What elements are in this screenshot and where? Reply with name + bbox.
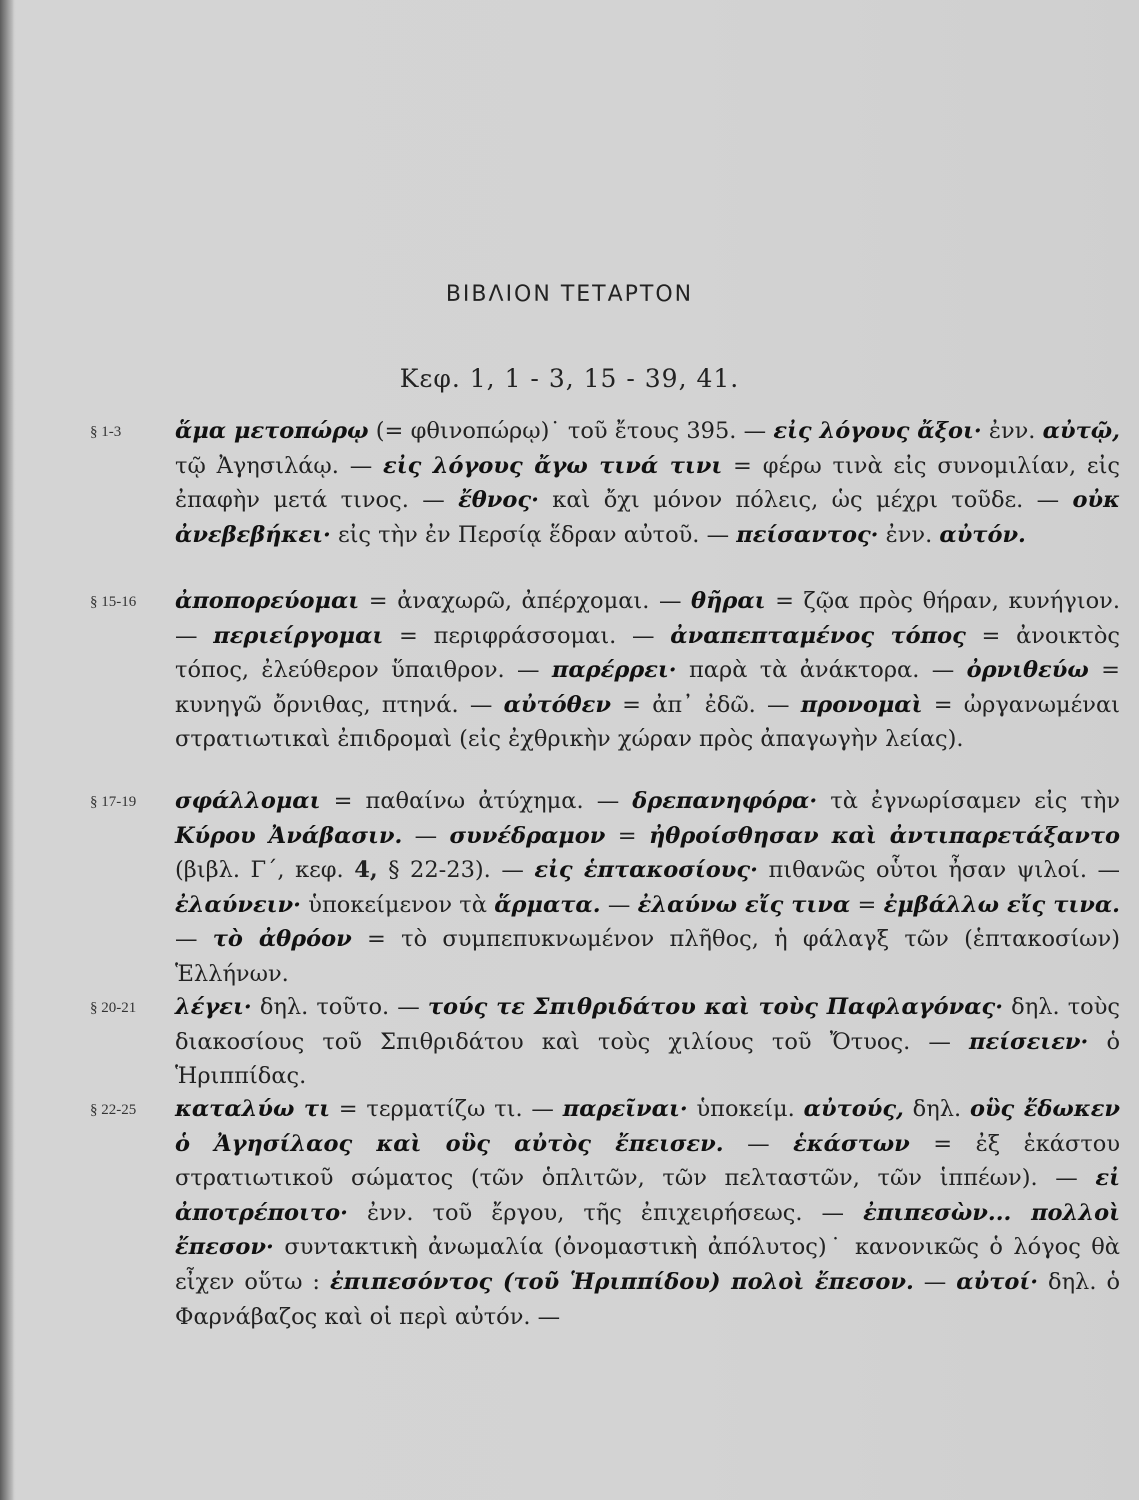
gloss-text: τῷ Ἀγησιλάῳ. — (175, 452, 384, 479)
lemma: παρεῖναι· (562, 1096, 688, 1122)
gloss-text: ὁ Ἡριππίδας. (175, 1028, 1120, 1090)
lemma: δρεπανηφόρα· (632, 788, 818, 814)
section-text (175, 990, 1120, 1094)
lemma: αὐτόθεν (503, 691, 611, 718)
gloss-text: εἰς τὴν ἐν Περσίᾳ ἕδραν αὐτοῦ. — (330, 521, 737, 548)
lemma: σφάλλομαι (175, 788, 321, 814)
lemma: ἀναπεπταμένος τόπος (670, 622, 966, 649)
lemma: αὐτόν. (939, 521, 1026, 548)
gloss-text: ὑποκείμενον τὰ (301, 891, 495, 918)
gloss-text: = (850, 891, 884, 918)
lemma: Κύρου Ἀνάβασιν. (175, 822, 403, 849)
section-20-21 (90, 990, 1120, 1094)
lemma: εἰς ἑπτακοσίους· (534, 857, 758, 884)
lemma: προνομαὶ (800, 691, 923, 718)
gloss-text: συντακτικὴ ἀνωμαλία (ὀνομαστικὴ ἀπόλυτος)˙ κανονικῶς ὁ λόγος θὰ εἶχεν οὕτω : (175, 1234, 1120, 1295)
gloss-text: ἐνν. (981, 418, 1043, 444)
lemma: θῆραι (691, 588, 766, 614)
gloss-text: τὰ ἐγνωρίσαμεν εἰς τὴν (817, 788, 1120, 814)
gloss-text: = (605, 822, 649, 849)
lemma: ἠθροίσθησαν καὶ ἀντιπαρετάξαντο (648, 822, 1120, 849)
section-1-3 (90, 414, 1120, 552)
gloss-text: καὶ ὄχι μόνον πόλεις, ὡς μέχρι τοῦδε. — (538, 487, 1073, 514)
lemma: περιείργομαι (213, 622, 384, 649)
gloss-text: δηλ. ὁ Φαρνάβαζος καὶ οἱ περὶ αὐτόν. — (175, 1268, 1120, 1330)
gloss-text: = ζῷα πρὸς θήραν, κυνήγιον. — (175, 588, 1120, 649)
lemma: ἐλαύνειν· (175, 891, 302, 918)
lemma: ἅμα μετοπώρῳ (175, 418, 369, 444)
gloss-text: — (402, 822, 450, 849)
gloss-text: δηλ. τοῦτο. — (251, 994, 428, 1020)
section-ref: § 17-19 (90, 794, 137, 810)
lemma: τὸ ἀθρόον (212, 926, 352, 953)
lemma: τούς τε Σπιθριδάτου καὶ τοὺς Παφλαγόνας· (427, 994, 1004, 1020)
lemma: αὐτοί· (956, 1268, 1039, 1295)
gloss-text: — (723, 1130, 794, 1157)
gloss-text: = περιφράσσομαι. — (383, 622, 671, 649)
gloss-text: ὑποκείμ. (687, 1096, 804, 1122)
gloss-text: ἐνν. τοῦ ἔργου, τῆς ἐπιχειρήσεως. — (347, 1199, 864, 1226)
lemma: ἐλαύνω εἴς τινα (637, 891, 851, 918)
gloss-text: (= φθινοπώρῳ)˙ τοῦ ἔτους 395. — (368, 418, 774, 444)
section-22-25 (90, 1092, 1120, 1334)
gloss-text: = κυνηγῶ ὄρνιθας, πτηνά. — (175, 657, 1120, 718)
lemma: 4, (354, 857, 378, 884)
chapter-heading: Κεφ. 1, 1 - 3, 15 - 39, 41. (399, 364, 740, 393)
section-ref: § 22-25 (90, 1102, 137, 1118)
lemma: λέγει· (175, 994, 252, 1020)
lemma: καταλύω τι (175, 1096, 330, 1122)
gloss-text: παρὰ τὰ ἀνάκτορα. — (676, 657, 967, 684)
gloss-text: = ἀναχωρῶ, ἀπέρχομαι. — (359, 588, 692, 614)
lemma: αὐτούς, (803, 1096, 904, 1122)
lemma: εἰς λόγους ἄξοι· (773, 418, 982, 444)
page-gutter-shadow (0, 0, 14, 1500)
lemma: συνέδραμον (449, 822, 606, 849)
gloss-text: — (913, 1268, 957, 1295)
lemma: παρέρρει· (551, 657, 677, 684)
lemma: οὐκ ἀνεβεβήκει· (175, 487, 1120, 548)
gloss-text: πιθανῶς οὗτοι ἦσαν ψιλοί. — (757, 857, 1121, 884)
gloss-text: (βιβλ. Γ΄, κεφ. (175, 857, 355, 884)
section-17-19 (90, 784, 1120, 992)
gloss-text: § 22-23). — (377, 857, 535, 884)
lemma: ἅρματα. (494, 891, 601, 918)
section-ref: § 1-3 (90, 424, 122, 440)
lemma: ἀποπορεύομαι (175, 588, 360, 614)
gloss-text: = ἐξ ἑκάστου στρατιωτικοῦ σώματος (τῶν ὁπλιτῶν, τῶν πελταστῶν, τῶν ἱππέων). — (175, 1130, 1121, 1192)
gloss-text: — (175, 926, 213, 953)
lemma: ἐπιπεσὼν... πολλοὶ ἔπεσον· (175, 1199, 1121, 1261)
lemma: ἑκάστων (793, 1130, 910, 1157)
gloss-text: = τὸ συμπεπυκνωμένον πλῆθος, ἡ φάλαγξ τῶν (ἑπτακοσίων) Ἑλλήνων. (175, 926, 1120, 987)
section-ref: § 20-21 (90, 1000, 137, 1016)
lemma: εἰς λόγους ἄγω τινά τινι (383, 452, 723, 479)
lemma: ὀρνιθεύω (966, 657, 1089, 684)
section-text (175, 1092, 1120, 1334)
lemma: ἔθνος· (458, 487, 539, 514)
section-15-16 (90, 584, 1120, 757)
gloss-text: — (600, 891, 638, 918)
section-text (175, 414, 1120, 552)
section-text (175, 784, 1120, 992)
gloss-text: ἐνν. (878, 521, 940, 548)
lemma: αὐτῷ, (1042, 418, 1120, 444)
lemma: πείσαντος· (736, 521, 879, 548)
gloss-text: = παθαίνω ἀτύχημα. — (320, 788, 633, 814)
section-text (175, 584, 1120, 757)
gloss-text: δηλ. (903, 1096, 970, 1122)
section-ref: § 15-16 (90, 594, 137, 610)
book-title: ΒΙΒΛΙΟΝ ΤΕΤΑΡΤΟΝ (445, 282, 694, 307)
lemma: πείσειεν· (969, 1028, 1089, 1055)
gloss-text: = φέρω τινὰ εἰς συνομιλίαν, εἰς ἐπαφὴν μετά τινος. — (175, 452, 1121, 514)
gloss-text: = τερματίζω τι. — (329, 1096, 563, 1122)
lemma: οὓς ἔδωκεν ὁ Ἀγησίλαος καὶ οὓς αὐτὸς ἔπεισεν. (175, 1096, 1121, 1157)
gloss-text: = ἀπ᾽ ἐδῶ. — (610, 691, 801, 718)
gloss-text: = ὠργανωμέναι στρατιωτικαὶ ἐπιδρομαὶ (εἰς ἐχθρικὴν χώραν πρὸς ἀπαγωγὴν λείας). (175, 691, 1121, 753)
gloss-text: = ἀνοικτὸς τόπος, ἐλεύθερον ὕπαιθρον. — (175, 622, 1120, 684)
lemma: εἰ ἀποτρέποιτο· (175, 1165, 1120, 1226)
lemma: ἐπιπεσόντος (τοῦ Ἡριππίδου) πολοὶ ἔπεσον. (329, 1268, 914, 1295)
gloss-text: δηλ. τοὺς διακοσίους τοῦ Σπιθριδάτου καὶ τοὺς χιλίους τοῦ Ὄτυος. — (175, 994, 1120, 1055)
lemma: ἐμβάλλω εἴς τινα. (883, 891, 1120, 918)
